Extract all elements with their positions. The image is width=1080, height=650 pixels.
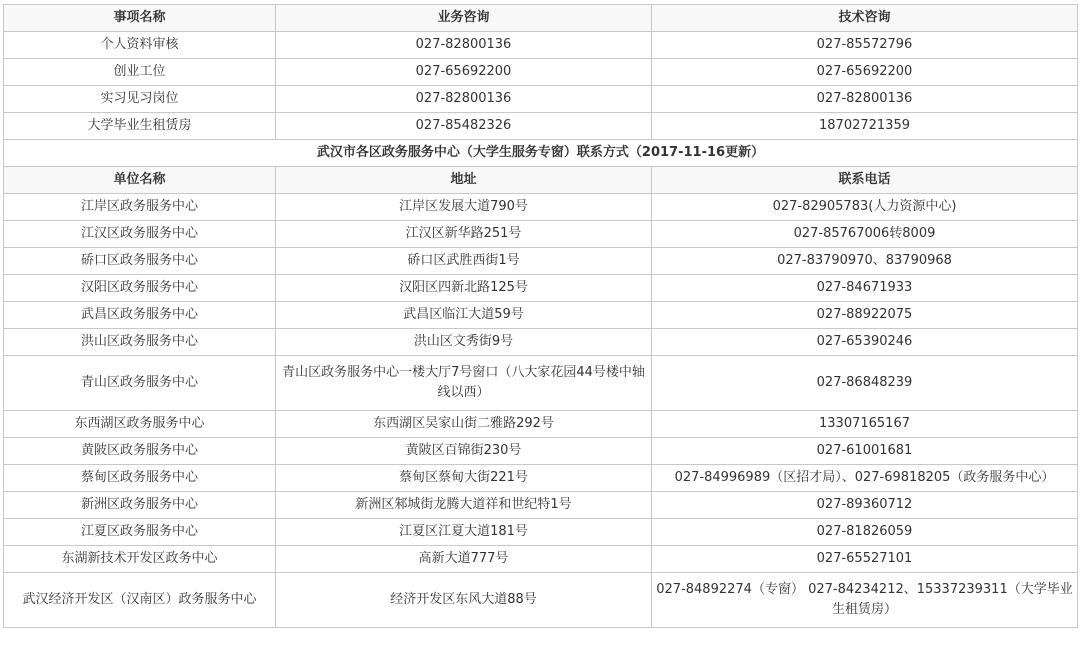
unit-name-cell: 洪山区政务服务中心 <box>4 329 276 356</box>
phone-cell: 027-84892274（专窗） 027-84234212、15337239311（大学毕业生租赁房） <box>652 573 1078 628</box>
header-address: 地址 <box>276 167 652 194</box>
unit-name-cell: 武汉经济开发区（汉南区）政务服务中心 <box>4 573 276 628</box>
table-row <box>4 546 1078 573</box>
item-name-cell: 实习见习岗位 <box>4 86 276 113</box>
phone-cell: 027-81826059 <box>652 519 1078 546</box>
contact-table <box>3 4 1078 628</box>
table-row <box>4 438 1078 465</box>
header-technical-consult: 技术咨询 <box>652 5 1078 32</box>
business-phone-cell: 027-82800136 <box>276 32 652 59</box>
address-cell: 江岸区发展大道790号 <box>276 194 652 221</box>
unit-name-cell: 青山区政务服务中心 <box>4 356 276 411</box>
table-row <box>4 465 1078 492</box>
phone-cell: 027-61001681 <box>652 438 1078 465</box>
header-item-name: 事项名称 <box>4 5 276 32</box>
header-business-consult: 业务咨询 <box>276 5 652 32</box>
header-unit-name: 单位名称 <box>4 167 276 194</box>
phone-cell: 027-88922075 <box>652 302 1078 329</box>
table-row <box>4 32 1078 59</box>
address-cell: 青山区政务服务中心一楼大厅7号窗口（八大家花园44号楼中轴线以西） <box>276 356 652 411</box>
table-row <box>4 86 1078 113</box>
table-row <box>4 492 1078 519</box>
table-row <box>4 329 1078 356</box>
address-cell: 江汉区新华路251号 <box>276 221 652 248</box>
item-name-cell: 个人资料审核 <box>4 32 276 59</box>
address-cell: 新洲区邾城街龙腾大道祥和世纪特1号 <box>276 492 652 519</box>
address-cell: 武昌区临江大道59号 <box>276 302 652 329</box>
unit-name-cell: 硚口区政务服务中心 <box>4 248 276 275</box>
phone-cell: 027-84671933 <box>652 275 1078 302</box>
technical-phone-cell: 027-82800136 <box>652 86 1078 113</box>
table-row <box>4 302 1078 329</box>
centers-header-row <box>4 167 1078 194</box>
unit-name-cell: 江岸区政务服务中心 <box>4 194 276 221</box>
unit-name-cell: 蔡甸区政务服务中心 <box>4 465 276 492</box>
table-row <box>4 248 1078 275</box>
table-row <box>4 275 1078 302</box>
address-cell: 蔡甸区蔡甸大街221号 <box>276 465 652 492</box>
section-title: 武汉市各区政务服务中心（大学生服务专窗）联系方式（2017-11-16更新） <box>4 140 1078 167</box>
phone-cell: 027-86848239 <box>652 356 1078 411</box>
address-cell: 江夏区江夏大道181号 <box>276 519 652 546</box>
business-phone-cell: 027-65692200 <box>276 59 652 86</box>
item-name-cell: 大学毕业生租赁房 <box>4 113 276 140</box>
address-cell: 硚口区武胜西街1号 <box>276 248 652 275</box>
phone-cell: 027-89360712 <box>652 492 1078 519</box>
section-title-row <box>4 140 1078 167</box>
header-phone: 联系电话 <box>652 167 1078 194</box>
phone-cell: 027-82905783(人力资源中心) <box>652 194 1078 221</box>
address-cell: 汉阳区四新北路125号 <box>276 275 652 302</box>
business-phone-cell: 027-82800136 <box>276 86 652 113</box>
consult-header-row <box>4 5 1078 32</box>
table-row <box>4 519 1078 546</box>
phone-cell: 13307165167 <box>652 411 1078 438</box>
unit-name-cell: 江夏区政务服务中心 <box>4 519 276 546</box>
unit-name-cell: 江汉区政务服务中心 <box>4 221 276 248</box>
address-cell: 东西湖区吴家山街二雅路292号 <box>276 411 652 438</box>
table-row <box>4 573 1078 628</box>
phone-cell: 027-84996989（区招才局）、027-69818205（政务服务中心） <box>652 465 1078 492</box>
unit-name-cell: 东西湖区政务服务中心 <box>4 411 276 438</box>
address-cell: 黄陂区百锦街230号 <box>276 438 652 465</box>
unit-name-cell: 东湖新技术开发区政务中心 <box>4 546 276 573</box>
table-row <box>4 194 1078 221</box>
address-cell: 洪山区文秀街9号 <box>276 329 652 356</box>
unit-name-cell: 新洲区政务服务中心 <box>4 492 276 519</box>
table-row <box>4 411 1078 438</box>
address-cell: 高新大道777号 <box>276 546 652 573</box>
technical-phone-cell: 027-65692200 <box>652 59 1078 86</box>
item-name-cell: 创业工位 <box>4 59 276 86</box>
phone-cell: 027-85767006转8009 <box>652 221 1078 248</box>
table-row <box>4 113 1078 140</box>
phone-cell: 027-83790970、83790968 <box>652 248 1078 275</box>
technical-phone-cell: 027-85572796 <box>652 32 1078 59</box>
technical-phone-cell: 18702721359 <box>652 113 1078 140</box>
table-row <box>4 221 1078 248</box>
unit-name-cell: 汉阳区政务服务中心 <box>4 275 276 302</box>
business-phone-cell: 027-85482326 <box>276 113 652 140</box>
unit-name-cell: 武昌区政务服务中心 <box>4 302 276 329</box>
table-row <box>4 356 1078 411</box>
phone-cell: 027-65527101 <box>652 546 1078 573</box>
phone-cell: 027-65390246 <box>652 329 1078 356</box>
address-cell: 经济开发区东风大道88号 <box>276 573 652 628</box>
table-row <box>4 59 1078 86</box>
unit-name-cell: 黄陂区政务服务中心 <box>4 438 276 465</box>
